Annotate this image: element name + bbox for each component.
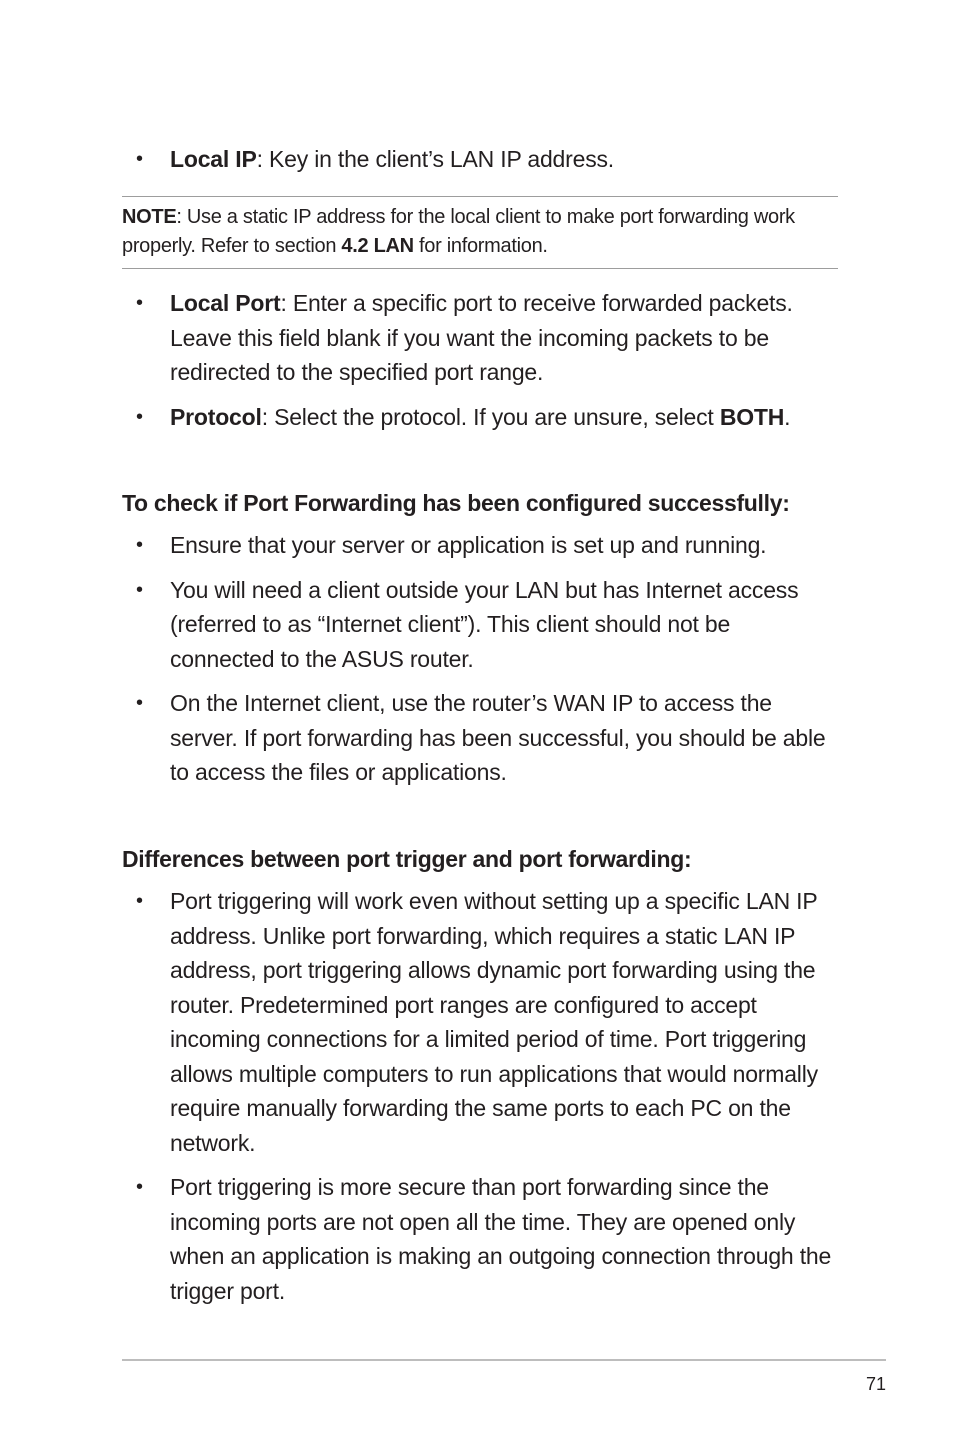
footer-divider — [122, 1359, 886, 1361]
differences-item-text: Port triggering will work even without setting up a specific LAN IP address. Unlike port forwarding, which requires a static LAN IP address, port triggering allows dynamic port forwarding using the router. Predetermined port ranges are configured to accept incoming connections for a limited period of time. Port triggering allows multiple computers to run applications that would normally require manually forwarding the same ports to each PC on the network. — [170, 888, 818, 1156]
note-section-ref: 4.2 LAN — [341, 235, 414, 257]
list-item — [122, 884, 838, 1160]
desc-protocol-end: . — [784, 403, 791, 430]
bullet-icon: • — [136, 578, 143, 601]
list-item — [122, 528, 838, 563]
note-text-after: for information. — [413, 235, 548, 257]
bullet-icon: • — [136, 692, 143, 714]
bullet-icon: • — [136, 534, 143, 556]
differences-section — [122, 884, 838, 1318]
desc-protocol: : Select the protocol. If you are unsure, select — [261, 403, 720, 430]
list-item — [122, 573, 838, 677]
list-item — [122, 1170, 838, 1308]
bullet-list — [122, 286, 838, 434]
bullet-list — [122, 884, 838, 1308]
bullet-icon: • — [136, 405, 143, 428]
note-text-before: : Use a static IP address for the local client to make port forwarding work properly. Refer to section — [122, 206, 795, 257]
term-local-port: Local Port — [170, 290, 281, 316]
check-item-text: On the Internet client, use the router’s WAN IP to access the server. If port forwarding has been successful, you should be able to access the files or applications. — [170, 690, 826, 785]
check-heading: To check if Port Forwarding has been configured successfully: — [122, 490, 790, 516]
note-label: NOTE — [122, 206, 177, 228]
bullet-icon: • — [136, 148, 143, 170]
local-ip-section — [122, 142, 838, 187]
list-item-local-port — [122, 286, 838, 390]
note-box — [122, 196, 838, 269]
bullet-icon: • — [136, 890, 143, 912]
list-item — [122, 686, 838, 790]
desc-local-ip: : Key in the client’s LAN IP address. — [256, 146, 614, 172]
check-item-text: You will need a client outside your LAN but has Internet access (referred to as “Internet client”). This client should not be connected to the ASUS router. — [170, 576, 799, 672]
desc-local-port: : Enter a specific port to receive forwarded packets. Leave this field blank if you want the incoming packets to be redirected to the specified port range. — [170, 290, 793, 385]
check-section — [122, 528, 838, 800]
term-protocol: Protocol — [170, 403, 262, 430]
list-item-protocol — [122, 400, 838, 435]
bullet-icon: • — [136, 1176, 143, 1198]
page-number: 71 — [865, 1374, 886, 1394]
bullet-list — [122, 142, 838, 177]
term-local-ip: Local IP — [170, 146, 257, 172]
port-protocol-section — [122, 286, 838, 444]
differences-item-text: Port triggering is more secure than port forwarding since the incoming ports are not open all the time. They are opened only when an application is making an outgoing connection through the trigger port. — [170, 1174, 832, 1304]
bullet-icon: • — [136, 292, 143, 314]
check-item-text: Ensure that your server or application is set up and running. — [170, 532, 767, 558]
differences-heading: Differences between port trigger and port forwarding: — [122, 846, 692, 872]
bullet-list — [122, 528, 838, 790]
protocol-both: BOTH — [719, 403, 785, 430]
list-item-local-ip — [122, 142, 838, 177]
